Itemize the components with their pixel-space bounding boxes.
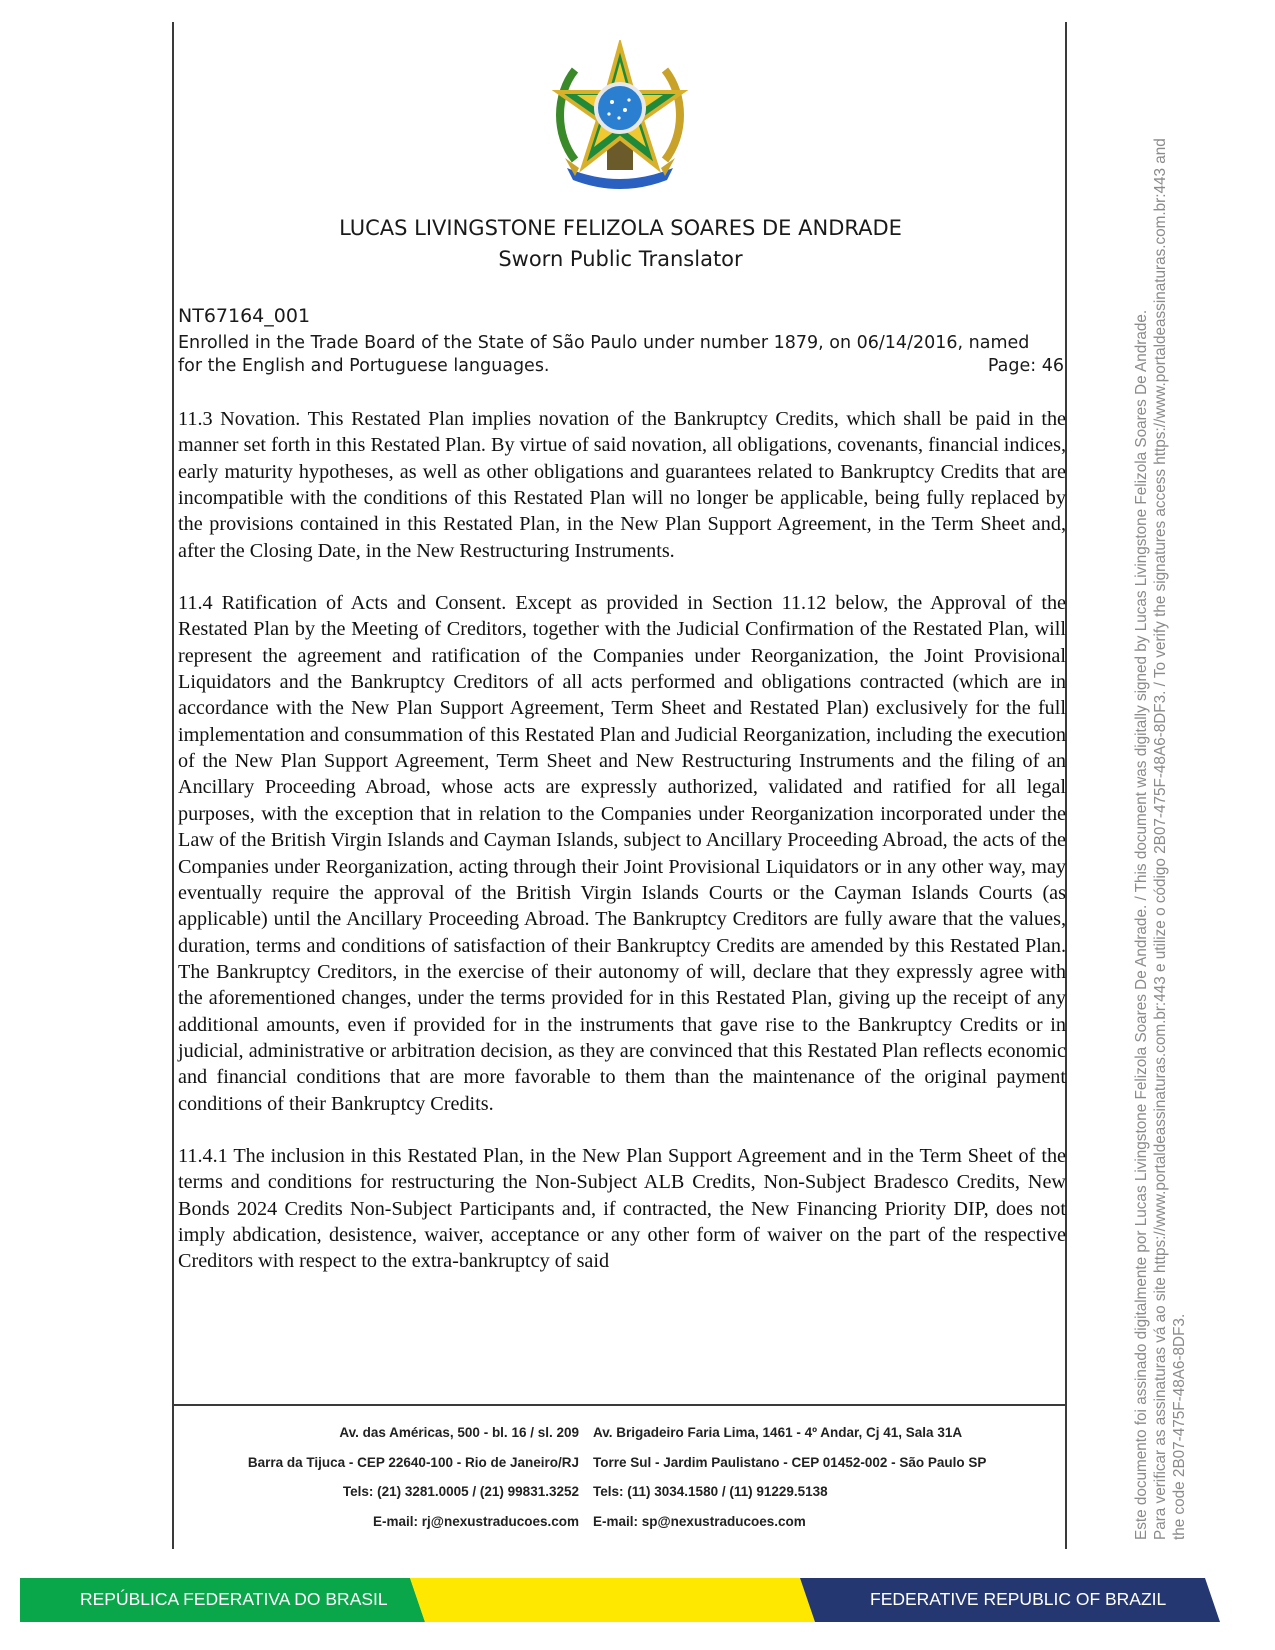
section-11-3-paragraph: 11.3 Novation. This Restated Plan implies novation of the Bankruptcy Credits, which shall be paid in the manner set forth in this Restated Plan. By virtue of said novation, all obligations, covenants, financial indices, early maturity hypotheses, as well as other obligations and guarantees related to Bankruptcy Credits that are incompatible with the conditions of this Restated Plan will no longer be applicable, being fully replaced by the provisions contained in this Restated Plan, in the New Plan Support Agreement, in the Term Sheet and, after the Closing Date, in the New Restructuring Instruments.: [178, 408, 1066, 562]
email-row: [172, 1507, 1065, 1537]
rj-phones: Tels: (21) 3281.0005 / (21) 99831.3252: [342, 1484, 579, 1500]
translator-name: LUCAS LIVINGSTONE FELIZOLA SOARES DE ANDRADE: [339, 216, 902, 240]
brazil-coat-of-arms-icon: [545, 40, 695, 190]
band-yellow-segment: [410, 1578, 815, 1622]
document-reference: NT67164_001: [178, 305, 311, 327]
sp-city: Torre Sul - Jardim Paulistano - CEP 01452-002 - São Paulo SP: [593, 1454, 987, 1470]
watermark-line-1: Este documento foi assinado digitalmente por Lucas Livingstone Felizola Soares De Andrade. / This document was digitally signed by Lucas Livingstone Felizola Soares De Andrade.: [1133, 309, 1150, 1540]
phones-row: [172, 1477, 1065, 1507]
document-body: [178, 406, 1066, 1301]
languages-text: for the English and Portuguese languages.: [178, 356, 550, 376]
rj-email[interactable]: E-mail: rj@nexustraducoes.com: [373, 1513, 579, 1529]
city-row: [172, 1448, 1065, 1478]
enrollment-line: Enrolled in the Trade Board of the State of São Paulo under number 1879, on 06/14/2016, named: [178, 333, 1030, 353]
rj-address: Av. das Américas, 500 - bl. 16 / sl. 209: [339, 1425, 579, 1441]
address-row: [172, 1418, 1065, 1448]
enrollment-line-2: [178, 356, 1064, 376]
rj-city: Barra da Tijuca - CEP 22640-100 - Rio de Janeiro/RJ: [247, 1454, 579, 1470]
section-11-4-1-paragraph: 11.4.1 The inclusion in this Restated Plan, in the New Plan Support Agreement and in the Term Sheet of the terms and conditions for restructuring the Non-Subject ALB Credits, Non-Subject Bradesco Credits, New Bonds 2024 Credits Non-Subject Participants and, if contracted, the New Financing Priority DIP, does not imply abdication, desistence, waiver, acceptance or any other form of waiver on the part of the respective Creditors with respect to the extra-bankruptcy of said: [178, 1144, 1066, 1273]
translator-title: Sworn Public Translator: [498, 247, 743, 271]
office-addresses: [172, 1418, 1065, 1536]
signature-watermark: [1132, 0, 1189, 1540]
watermark-line-3: the code 2B07-475F-48A6-8DF3.: [1171, 1313, 1188, 1540]
sp-email[interactable]: E-mail: sp@nexustraducoes.com: [593, 1513, 806, 1529]
footer-divider: [173, 1404, 1066, 1406]
band-label-portuguese: REPÚBLICA FEDERATIVA DO BRASIL: [80, 1589, 388, 1609]
sp-phones: Tels: (11) 3034.1580 / (11) 91229.5138: [593, 1484, 828, 1500]
watermark-line-2: Para verificar as assinaturas vá ao site https://www.portaldeassinaturas.com.br:443 e utilize o código 2B07-475F-48A6-8DF3. / To verify the signatures access https://www.portaldeassinaturas.com.br:443 and: [1152, 138, 1169, 1540]
left-margin-rule: [172, 22, 174, 1549]
sp-address: Av. Brigadeiro Faria Lima, 1461 - 4º Andar, Cj 41, Sala 31A: [593, 1425, 963, 1441]
section-11-4-paragraph: 11.4 Ratification of Acts and Consent. Except as provided in Section 11.12 below, the Approval of the Restated Plan by the Meeting of Creditors, together with the Judicial Confirmation of the Restated Plan, will represent the agreement and ratification of the Companies under Reorganization, the Joint Provisional Liquidators and the Bankruptcy Creditors of all acts performed and obligations contracted (which are in accordance with the New Plan Support Agreement, Term Sheet and Restated Plan) exclusively for the full implementation and consummation of this Restated Plan and Judicial Reorganization, including the execution of the New Plan Support Agreement, Term Sheet and New Restructuring Instruments and the filing of an Ancillary Proceeding Abroad, whose acts are expressly authorized, validated and ratified for all legal purposes, with the exception that in relation to the Companies under Reorganization incorporated under the Law of the British Virgin Islands and Cayman Islands, subject to Ancillary Proceeding Abroad, the acts of the Companies under Reorganization, acting through their Joint Provisional Liquidators or in any other way, may eventually require the approval of the British Virgin Islands Courts or the Cayman Islands Courts (as applicable) until the Ancillary Proceeding Abroad. The Bankruptcy Creditors are fully aware that the values, duration, terms and conditions of satisfaction of their Bankruptcy Credits are amended by this Restated Plan. The Bankruptcy Creditors, in the exercise of their autonomy of will, declare that they expressly agree with the aforementioned changes, under the terms provided for in this Restated Plan, giving up the receipt of any additional amounts, even if provided for in the instruments that gave rise to the Bankruptcy Credits or in judicial, administrative or arbitration decision, as they are convinced that this Restated Plan reflects economic and financial conditions that are more favorable to them than the maintenance of the original payment conditions of their Bankruptcy Credits.: [178, 592, 1066, 1115]
page-number: Page: 46: [987, 356, 1064, 376]
band-label-english: FEDERATIVE REPUBLIC OF BRAZIL: [870, 1589, 1167, 1609]
